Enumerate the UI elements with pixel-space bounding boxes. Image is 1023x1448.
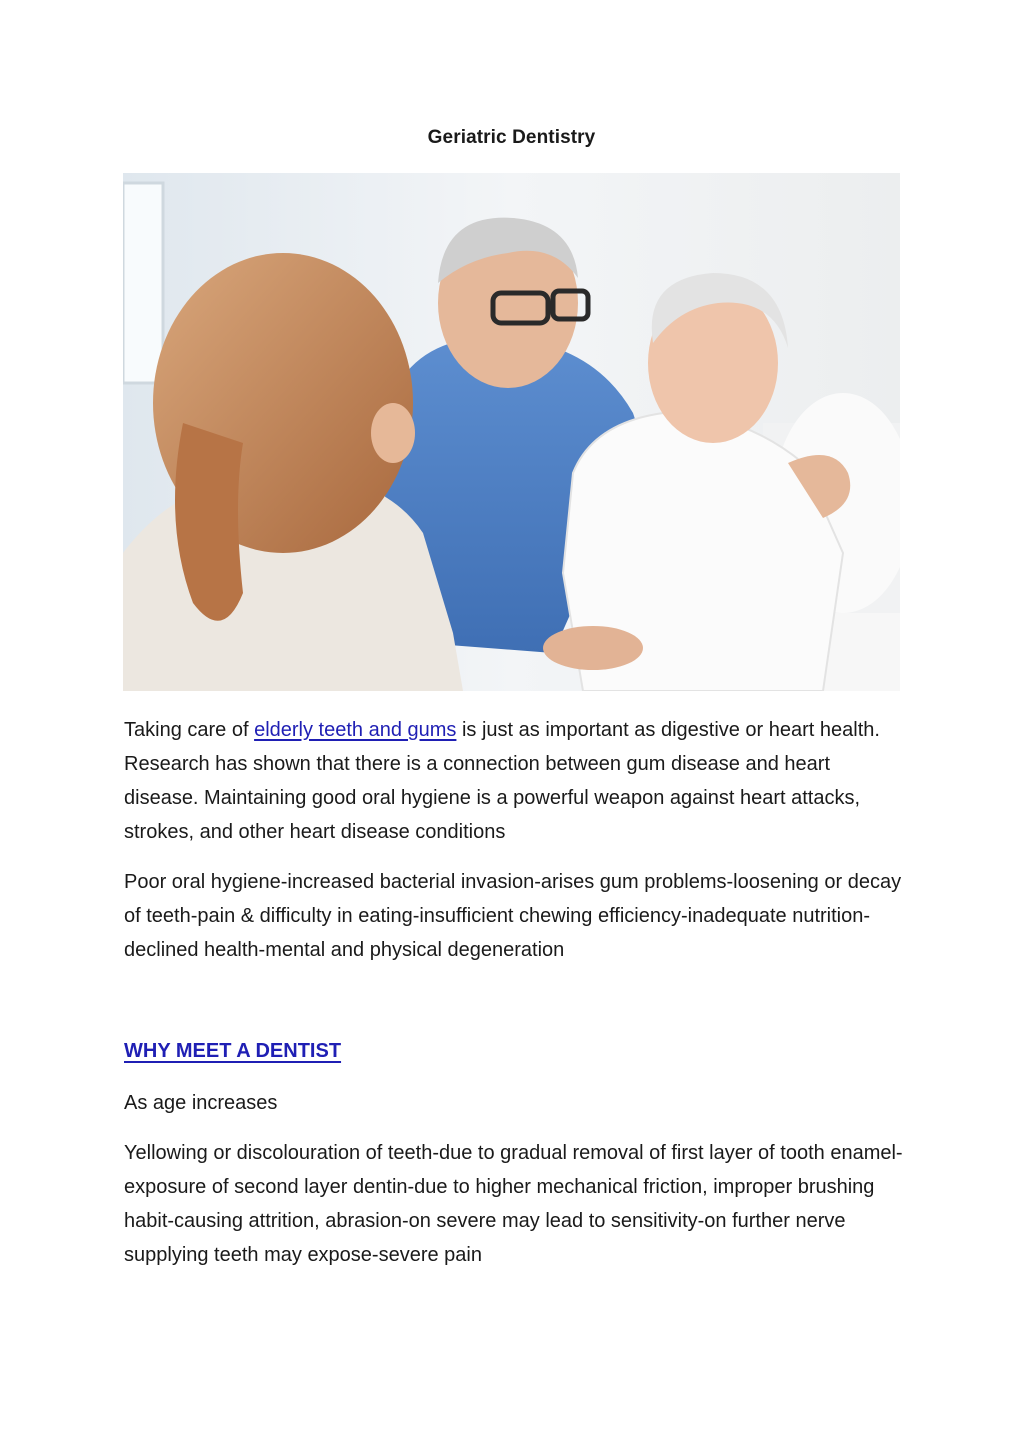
why-meet-dentist-heading-link[interactable]: WHY MEET A DENTIST [124, 1040, 342, 1062]
age-line: As age increases [124, 1092, 278, 1114]
intro-paragraph [124, 713, 909, 849]
chain-paragraph: Poor oral hygiene-increased bacterial invasion-arises gum problems-loosening or decay of teeth-pain & difficulty in eating-insufficient chewing efficiency-inadequate nutrition- declined health-mental and physical degeneration [124, 871, 902, 961]
yellowing-paragraph: Yellowing or discolouration of teeth-due to gradual removal of first layer of tooth enamel-exposure of second layer dentin-due to higher mechanical friction, improper brushing habit-causing attrition, abrasion-on severe may lead to sensitivity-on further nerve supplying teeth may expose-severe pain [124, 1142, 903, 1266]
intro-text-after: is just as important as digestive or heart health. Research has shown that there is a connection between gum disease and heart disease. Maintaining good oral hygiene is a powerful weapon against heart attacks, strokes, and other heart disease conditions [124, 719, 880, 843]
page-title: Geriatric Dentistry [427, 127, 596, 148]
stock-photo [123, 173, 900, 691]
elderly-teeth-link[interactable]: elderly teeth and gums [254, 719, 457, 741]
intro-text-before: Taking care of [124, 719, 255, 741]
